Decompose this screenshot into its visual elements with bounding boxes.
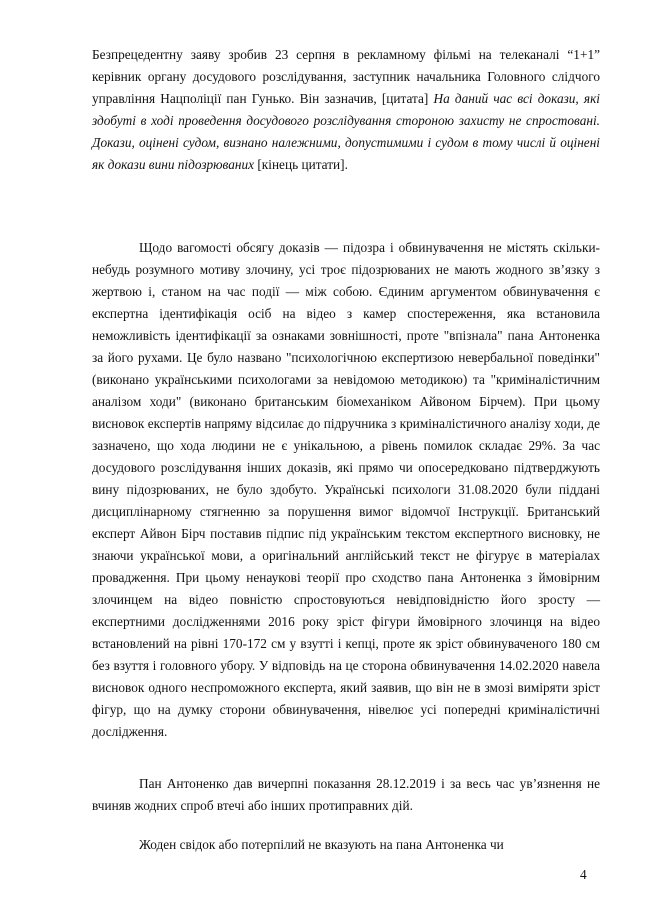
paragraph-evidence: Щодо вагомості обсягу доказів — підозра і обвинувачення не містять скільки-небудь розумного мотиву злочину, усі троє підозрюваних не мають жодного зв’язку з жертвою і, станом на час події — між собою. Єдиним аргументом обвинувачення є експертна ідентифікація осіб на відео з камер спостереження, яка встановила неможливість ідентифікації за ознаками зовнішності, проте "впізнала" пана Антоненка за його рухами. Це було названо "психологічною експертизою невербальної поведінки" (виконано українськими психологами за невідомою методикою) та "криміналістичним аналізом ходи" (виконано британським біомеханіком Айвоном Бірчем). При цьому висновок експертів напряму відсилає до підручника з криміналістичного аналізу ходи, де зазначено, що хода людини не є унікальною, а рівень помилок складає 29%. За час досудового розслідування інших доказів, які прямо чи опосередковано підтверджують вину підозрюваних, не було здобуто. Українські психологи 31.08.2020 були піддані дисциплінарному стягненню за порушення вимог відомчої Інструкції. Британський експерт Айвон Бірч поставив підпис під українським текстом експертного висновку, не знаючи української мови, а оригінальний англійський текст не фігурує в матеріалах провадження. При цьому ненаукові теорії про сходство пана Антоненка з ймовірним злочинцем на відео повністю спростовуються невідповідністю його зросту — експертними дослідженнями 2016 року зріст фігури ймовірного злочинця на відео встановлений на рівні 170-172 см у взутті і кепці, проте як зріст обвинуваченого 180 см без взуття і головного убору. У відповідь на це сторона обвинувачення 14.02.2020 навела висновок одного неспроможного експерта, який заявив, що він не в змозі виміряти зріст фігур, що на думку сторони обвинувачення, нівелює усі попередні криміналістичні дослідження. [92,240,600,739]
paragraph-text: [кінець цитати]. [254,157,348,172]
paragraph-text: Безпрецедентну заяву зробив 23 серпня в рекламному фільмі на телеканалі “1+1” керівник органу досудового розслідування, заступник начальника Головного слідчого управління Нацполіції пан Гунько. Він зазначив, [цитата] [92,47,600,106]
page-number: 4 [580,867,587,882]
paragraph-testimony: Пан Антоненко дав вичерпні показання 28.12.2019 і за весь час ув’язнення не вчиняв жодних спроб втечі або інших протиправних дій. [92,776,600,813]
paragraph-gunko-statement [92,44,600,176]
paragraph-witness: Жоден свідок або потерпілий не вказують на пана Антоненка чи [139,837,504,852]
italic-quote: На даний час всі докази, які здобуті в ході проведення досудового розслідування стороною захисту не спростовані. Докази, оцінені судом, визнано належними, допустимими і судом в тому числі й оцінені як докази вини підозрюваних [92,91,600,172]
